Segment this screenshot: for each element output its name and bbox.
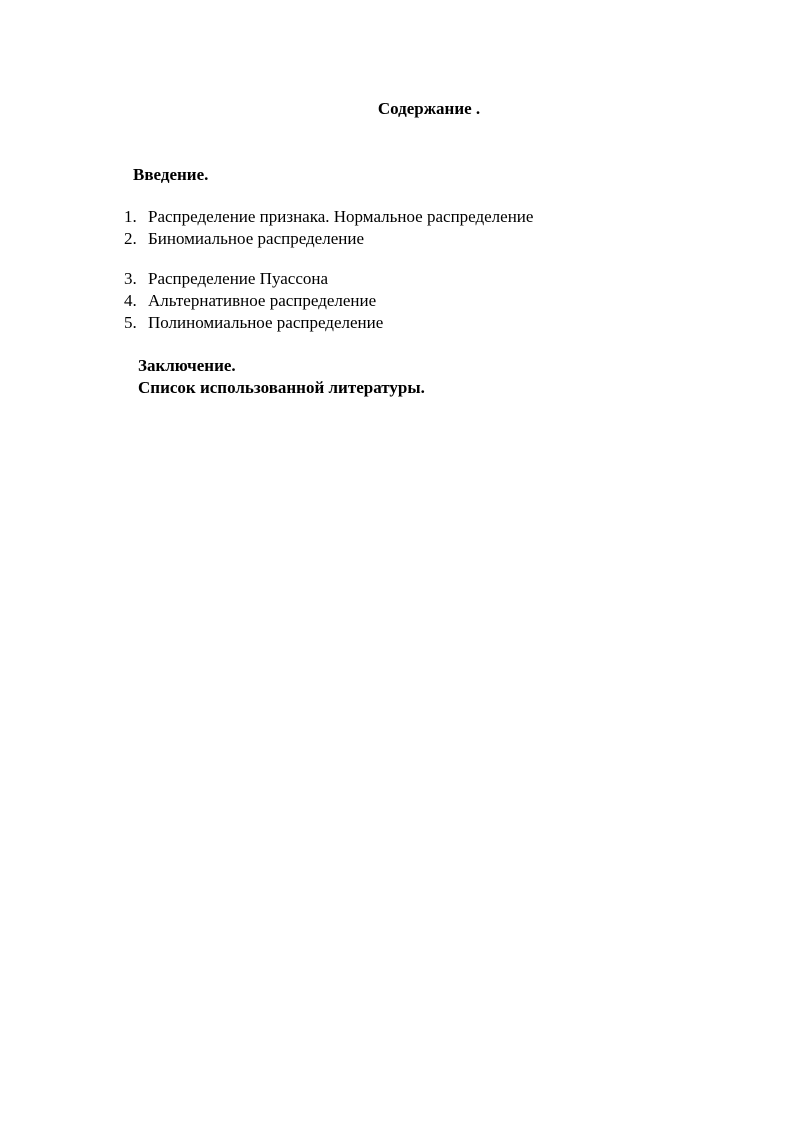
toc-conclusion: Заключение. (138, 356, 236, 375)
toc-item-label: Распределение признака. Нормальное распределение (148, 207, 534, 226)
toc-item-number: 2. (124, 229, 137, 248)
toc-item-number: 1. (124, 207, 137, 226)
toc-item-label: Биномиальное распределение (148, 229, 364, 248)
toc-item-number: 3. (124, 269, 137, 288)
toc-item-number: 4. (124, 291, 137, 310)
toc-item-number: 5. (124, 313, 137, 332)
toc-item (124, 228, 364, 250)
toc-item (124, 290, 376, 312)
toc-item-label: Распределение Пуассона (148, 269, 329, 288)
toc-item (124, 312, 383, 334)
toc-references: Список использованной литературы. (138, 378, 425, 397)
page-title: Содержание . (377, 99, 481, 118)
toc-introduction: Введение. (133, 165, 209, 184)
toc-item-label: Полиномиальное распределение (148, 313, 384, 332)
toc-item (124, 206, 533, 228)
toc-item-label: Альтернативное распределение (148, 291, 377, 310)
toc-item (124, 268, 328, 290)
